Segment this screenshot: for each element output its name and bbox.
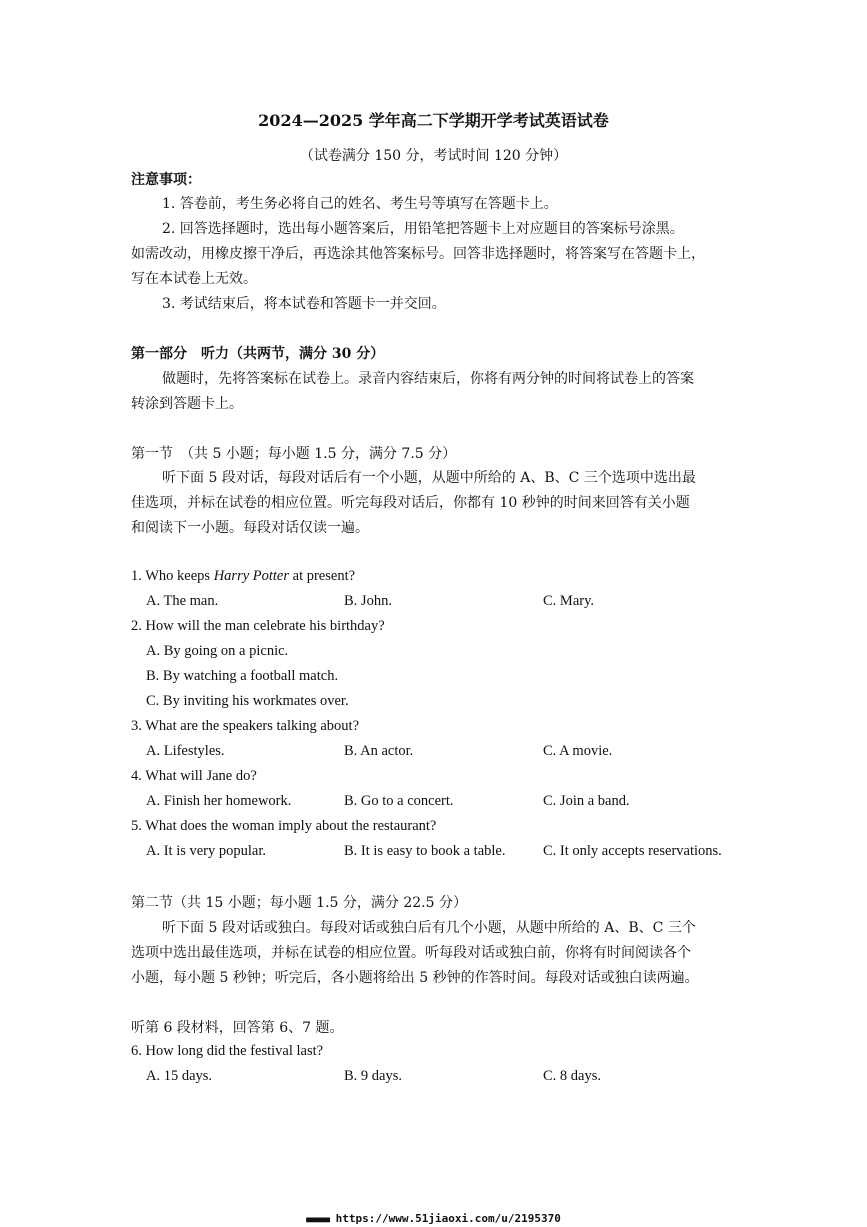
question-1-suffix: at present? — [289, 568, 356, 584]
question-3-option-a: A. Lifestyles. — [146, 743, 225, 759]
footer-watermark — [0, 1212, 867, 1225]
section2-heading: 第二节（共 15 小题；每小题 1.5 分，满分 22.5 分） — [131, 895, 467, 911]
question-3: 3. What are the speakers talking about? — [131, 718, 360, 734]
section1-heading: 第一节 （共 5 小题；每小题 1.5 分，满分 7.5 分） — [131, 446, 457, 462]
part1-intro-line-2: 转涂到答题卡上。 — [131, 396, 243, 412]
question-1-prefix: 1. Who keeps — [131, 568, 214, 584]
question-6-option-a: A. 15 days. — [146, 1068, 213, 1084]
notice-item-2-line-3: 写在本试卷上无效。 — [131, 271, 257, 287]
question-3-option-b: B. An actor. — [344, 743, 414, 759]
section2-intro-line-3: 小题，每小题 5 秒钟；听完后，各小题将给出 5 秒钟的作答时间。每段对话或独白读两遍。 — [131, 970, 699, 986]
question-2: 2. How will the man celebrate his birthday? — [131, 618, 385, 634]
footer-url-link[interactable]: https://www.51jiaoxi.com/u/2195370 — [335, 1212, 561, 1225]
question-5-option-c: C. It only accepts reservations. — [543, 843, 722, 859]
notice-item-3: 3. 考试结束后，将本试卷和答题卡一并交回。 — [162, 296, 446, 312]
notice-item-2-line-2: 如需改动，用橡皮擦干净后，再选涂其他答案标号。回答非选择题时，将答案写在答题卡上， — [131, 246, 705, 262]
section2-intro-line-1: 听下面 5 段对话或独白。每段对话或独白后有几个小题，从题中所给的 A、B、C 三个 — [162, 920, 696, 936]
section2-intro-line-2: 选项中选出最佳选项，并标在试卷的相应位置。听每段对话或独白前，你将有时间阅读各个 — [131, 945, 691, 961]
question-5-option-b: B. It is easy to book a table. — [344, 843, 506, 859]
question-2-option-a: A. By going on a picnic. — [146, 643, 289, 659]
part1-heading: 第一部分 听力（共两节，满分 30 分） — [131, 346, 385, 362]
section1-intro-line-1: 听下面 5 段对话，每段对话后有一个小题，从题中所给的 A、B、C 三个选项中选出最 — [162, 470, 696, 486]
question-1-option-c: C. Mary. — [543, 593, 595, 609]
question-1-title-italic: Harry Potter — [213, 568, 290, 584]
material-6-instruction: 听第 6 段材料，回答第 6、7 题。 — [131, 1020, 344, 1036]
question-4: 4. What will Jane do? — [131, 768, 257, 784]
question-4-option-c: C. Join a band. — [543, 793, 630, 809]
footer-mark: ■■■■■■ — [306, 1215, 330, 1224]
question-4-option-a: A. Finish her homework. — [146, 793, 292, 809]
question-6: 6. How long did the festival last? — [131, 1043, 324, 1059]
question-5: 5. What does the woman imply about the restaurant? — [131, 818, 437, 834]
question-1-option-b: B. John. — [344, 593, 392, 609]
question-1-option-a: A. The man. — [146, 593, 219, 609]
question-2-option-c: C. By inviting his workmates over. — [146, 693, 349, 709]
question-5-option-a: A. It is very popular. — [146, 843, 267, 859]
notice-heading: 注意事项： — [131, 172, 201, 188]
section1-intro-line-2: 佳选项，并标在试卷的相应位置。听完每段对话后，你都有 10 秒钟的时间来回答有关小题 — [131, 495, 690, 511]
question-3-option-c: C. A movie. — [543, 743, 613, 759]
section1-intro-line-3: 和阅读下一小题。每段对话仅读一遍。 — [131, 520, 369, 536]
question-6-option-c: C. 8 days. — [543, 1068, 601, 1084]
question-1 — [131, 568, 355, 585]
exam-title: 2024—2025 学年高二下学期开学考试英语试卷 — [258, 111, 609, 130]
question-6-option-b: B. 9 days. — [344, 1068, 402, 1084]
notice-item-1: 1. 答卷前，考生务必将自己的姓名、考生号等填写在答题卡上。 — [162, 196, 558, 212]
notice-item-2-line-1: 2. 回答选择题时，选出每小题答案后，用铅笔把答题卡上对应题目的答案标号涂黑。 — [162, 221, 684, 237]
exam-subtitle: （试卷满分 150 分，考试时间 120 分钟） — [299, 148, 568, 164]
question-2-option-b: B. By watching a football match. — [146, 668, 339, 684]
question-4-option-b: B. Go to a concert. — [344, 793, 454, 809]
part1-intro-line-1: 做题时，先将答案标在试卷上。录音内容结束后，你将有两分钟的时间将试卷上的答案 — [162, 371, 694, 387]
